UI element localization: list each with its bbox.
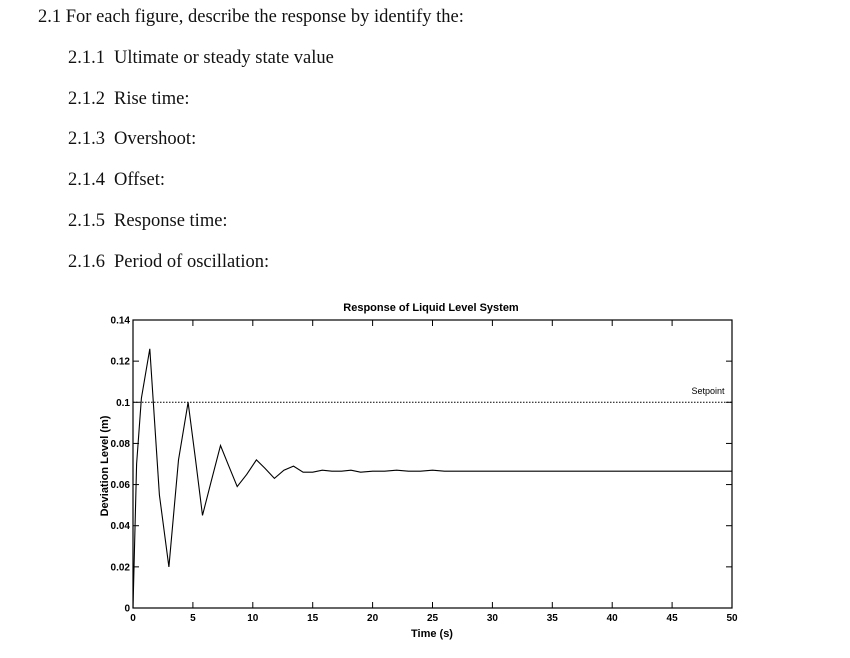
item-number: 2.1.3 xyxy=(68,129,105,149)
y-tick-label: 0.1 xyxy=(116,397,130,409)
item-text: Response time: xyxy=(114,211,228,231)
x-tick-label: 25 xyxy=(426,613,439,624)
y-axis-label: Deviation Level (m) xyxy=(99,415,111,517)
x-tick-label: 20 xyxy=(367,613,379,624)
item-text: Rise time: xyxy=(114,89,190,109)
y-tick-label: 0.06 xyxy=(110,480,130,492)
response-line xyxy=(133,349,732,608)
y-tick-label: 0.08 xyxy=(110,438,130,450)
y-tick-label: 0.12 xyxy=(110,356,130,368)
item-number: 2.1.2 xyxy=(68,89,105,109)
x-tick-label: 5 xyxy=(190,613,196,624)
setpoint-annotation: Setpoint xyxy=(691,386,725,397)
item-number: 2.1.5 xyxy=(68,211,105,231)
annotations xyxy=(692,386,726,396)
question-heading: 2.1 For each figure, describe the response by identify the: xyxy=(38,7,464,27)
x-tick-label: 30 xyxy=(486,613,498,624)
x-tick-label: 35 xyxy=(546,613,558,624)
x-tick-label: 50 xyxy=(726,613,738,624)
plot-frame xyxy=(133,320,732,608)
x-tick-label: 15 xyxy=(307,613,319,624)
axes xyxy=(111,316,738,625)
item-text: Period of oscillation: xyxy=(114,252,270,272)
item-text: Ultimate or steady state value xyxy=(114,48,334,68)
item-text: Offset: xyxy=(114,170,166,190)
x-tick-label: 45 xyxy=(666,613,678,624)
item-number: 2.1.6 xyxy=(68,252,105,272)
y-tick-label: 0.04 xyxy=(110,521,130,533)
item-number: 2.1.4 xyxy=(68,170,105,190)
x-axis-label: Time (s) xyxy=(411,628,453,640)
y-tick-label: 0.02 xyxy=(110,562,130,574)
y-tick-label: 0 xyxy=(124,603,130,615)
item-number: 2.1.1 xyxy=(68,48,105,68)
x-tick-label: 0 xyxy=(130,613,136,624)
chart-title: Response of Liquid Level System xyxy=(343,302,519,314)
series-group xyxy=(133,349,732,608)
item-text: Overshoot: xyxy=(114,129,197,149)
x-tick-label: 40 xyxy=(606,613,618,624)
y-tick-label: 0.14 xyxy=(110,315,130,327)
x-tick-label: 10 xyxy=(247,613,259,624)
